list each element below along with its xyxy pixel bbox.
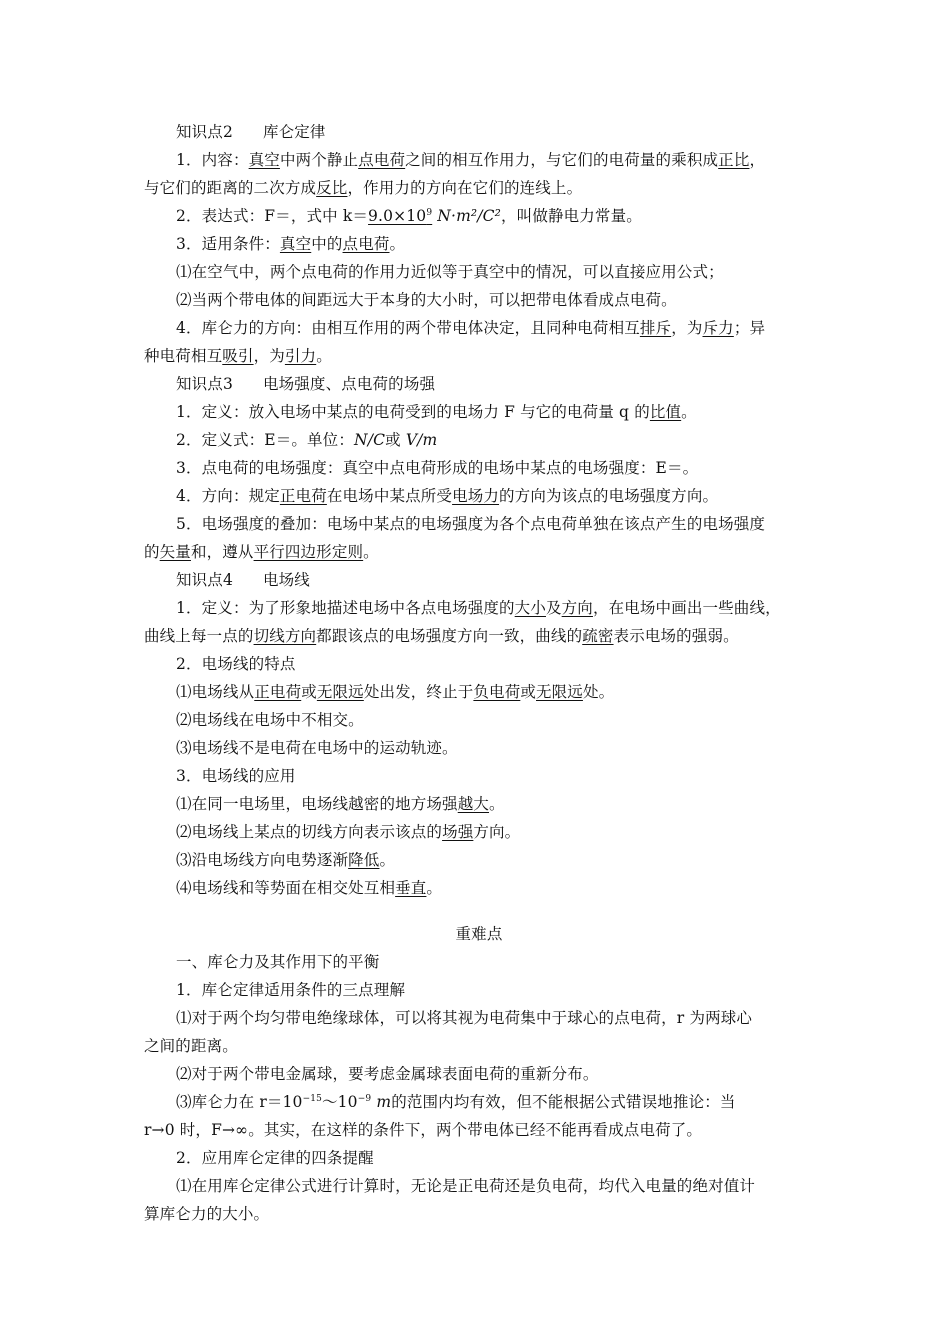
zn-a3-line1: ⑶库仑力在 $r=10^{-15}\sim 10^{-9}$ m的范围内均有效，但不能根据公式错误地推论：当 xyxy=(176,1093,736,1111)
k2-p4-line2: 种电荷相互吸引，为引力。 xyxy=(144,347,332,365)
k3-p5-line2: 的矢量和，遵从平行四边形定则。 xyxy=(144,543,379,561)
k3-heading: 知识点3 电场强度、点电荷的场强 xyxy=(176,375,436,393)
k3-p3: 3．点电荷的电场强度：真空中点电荷形成的电场中某点的电场强度：E＝。 xyxy=(176,459,699,477)
k3-p5-line1: 5．电场强度的叠加：电场中某点的电场强度为各个点电荷单独在该点产生的电场强度 xyxy=(176,515,766,533)
k2-p3-1: ⑴在空气中，两个点电荷的作用力近似等于真空中的情况，可以直接应用公式； xyxy=(176,263,724,281)
k4-p2-2: ⑵电场线在电场中不相交。 xyxy=(176,711,364,729)
k4-p3-1: ⑴在同一电场里，电场线越密的地方场强越大。 xyxy=(176,795,505,813)
k2-heading xyxy=(176,122,816,142)
k3-p4: 4．方向：规定正电荷在电场中某点所受电场力的方向为该点的电场强度方向。 xyxy=(176,487,719,505)
zn-s1: 一、库仑力及其作用下的平衡 xyxy=(176,953,380,971)
k3-p1: 1．定义：放入电场中某点的电荷受到的电场力 F 与它的电荷量 q 的比值。 xyxy=(176,403,697,421)
k2-p2: 2．表达式：F＝，式中 $k=9.0\times 10^9$ N·m²/C²，叫做静电力常量。 xyxy=(176,207,642,225)
k4-p3-4: ⑷电场线和等势面在相交处互相垂直。 xyxy=(176,879,443,897)
zn-a1-line2: 之间的距离。 xyxy=(144,1037,238,1055)
k2-p1-line1: 1．内容：真空中两个静止点电荷之间的相互作用力，与它们的电荷量的乘积成正比， xyxy=(176,151,766,169)
zn-s1-1: 1．库仑定律适用条件的三点理解 xyxy=(176,981,406,999)
k4-p2-3: ⑶电场线不是电荷在电场中的运动轨迹。 xyxy=(176,739,458,757)
k2-p1-line2: 与它们的距离的二次方成反比，作用力的方向在它们的连线上。 xyxy=(144,179,583,197)
k2-heading-num: 知识点2 xyxy=(176,123,233,141)
zn-b1-line2: 算库仑力的大小。 xyxy=(144,1205,270,1223)
k2-p4-line1: 4．库仑力的方向：由相互作用的两个带电体决定，且同种电荷相互排斥，为斥力；异 xyxy=(176,319,766,337)
k2-p3-2: ⑵当两个带电体的间距远大于本身的大小时，可以把带电体看成点电荷。 xyxy=(176,291,677,309)
k4-heading: 知识点4 电场线 xyxy=(176,571,310,589)
k4-p1-line1: 1．定义：为了形象地描述电场中各点电场强度的大小及方向，在电场中画出一些曲线， xyxy=(176,599,781,617)
k4-p2-1: ⑴电场线从正电荷或无限远处出发，终止于负电荷或无限远处。 xyxy=(176,683,615,701)
section-title: 重难点 xyxy=(455,925,503,943)
k4-p3: 3．电场线的应用 xyxy=(176,767,296,785)
zn-a2: ⑵对于两个带电金属球，要考虑金属球表面电荷的重新分布。 xyxy=(176,1065,599,1083)
k4-p1-line2: 曲线上每一点的切线方向都跟该点的电场强度方向一致，曲线的疏密表示电场的强弱。 xyxy=(144,627,739,645)
zn-a3-line2: r→0 时，F→∞。其实，在这样的条件下，两个带电体已经不能再看成点电荷了。 xyxy=(144,1121,703,1139)
k4-p2: 2．电场线的特点 xyxy=(176,655,296,673)
zn-a1-line1: ⑴对于两个均匀带电绝缘球体，可以将其视为电荷集中于球心的点电荷，r 为两球心 xyxy=(176,1009,753,1027)
k3-p2: 2．定义式：E＝。单位：N/C或 V/m xyxy=(176,431,438,449)
k4-p3-2: ⑵电场线上某点的切线方向表示该点的场强方向。 xyxy=(176,823,521,841)
zn-b1-line1: ⑴在用库仑定律公式进行计算时，无论是正电荷还是负电荷，均代入电量的绝对值计 xyxy=(176,1177,756,1195)
k2-p3: 3．适用条件：真空中的点电荷。 xyxy=(176,235,406,253)
zn-s1-2: 2．应用库仑定律的四条提醒 xyxy=(176,1149,374,1167)
k2-heading-title: 库仑定律 xyxy=(262,123,326,141)
k4-p3-3: ⑶沿电场线方向电势逐渐降低。 xyxy=(176,851,396,869)
